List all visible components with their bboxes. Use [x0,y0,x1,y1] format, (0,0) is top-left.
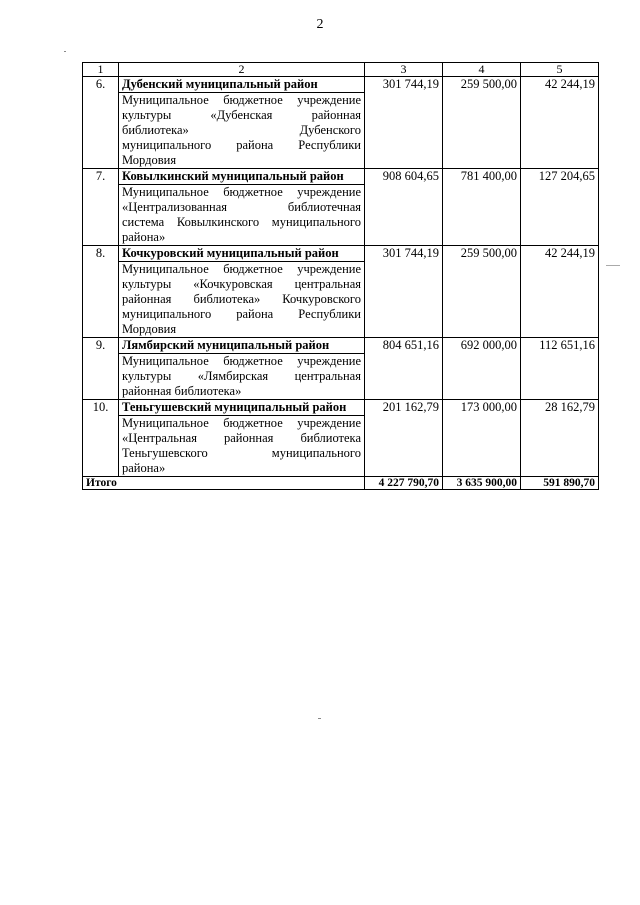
district-name: Дубенский муниципальный район [119,77,365,93]
amount-total: 804 651,16 [365,338,443,400]
description-line: Муниципальное бюджетное учреждение [122,93,361,107]
description-line: Муниципальное бюджетное учреждение [122,262,361,276]
description-line: Муниципальное бюджетное учреждение [122,354,361,368]
amount-federal: 781 400,00 [443,169,521,246]
row-number: 10. [83,400,119,477]
total-row [83,477,599,490]
description-line: «Центральная районная библиотека [122,431,361,445]
amount-total: 301 744,19 [365,246,443,338]
description-line: культуры «Кочкуровская центральная [122,277,361,291]
description-line: культуры «Лямбирская центральная [122,369,361,383]
scan-speck [606,265,620,266]
total-label: Итого [83,477,365,490]
budget-table [82,62,599,490]
amount-federal: 173 000,00 [443,400,521,477]
amount-regional: 112 651,16 [521,338,599,400]
district-name: Лямбирский муниципальный район [119,338,365,354]
table-row [83,169,599,185]
amount-total: 201 162,79 [365,400,443,477]
page-number: 2 [316,17,324,32]
description-line: культуры «Дубенская районная [122,108,361,122]
amount-regional: 42 244,19 [521,246,599,338]
column-header: 5 [521,63,599,77]
district-name: Теньгушевский муниципальный район [119,400,365,416]
description-line: Муниципальное бюджетное учреждение [122,416,361,430]
description-line: «Централизованная библиотечная [122,200,361,214]
column-header: 2 [119,63,365,77]
row-number: 7. [83,169,119,246]
amount-regional: 127 204,65 [521,169,599,246]
description-line: муниципального района Республики [122,307,361,321]
total-amount: 3 635 900,00 [443,477,521,490]
description-line: районная библиотека» [122,384,242,398]
total-amount: 4 227 790,70 [365,477,443,490]
scan-speck [64,51,66,52]
description-line: районная библиотека» Кочкуровского [122,292,361,306]
description-line: Теньгушевского муниципального [122,446,361,460]
table-row [83,400,599,416]
description-line: Мордовия [122,153,177,167]
institution-description [119,262,365,338]
amount-regional: 28 162,79 [521,400,599,477]
description-line: района» [122,230,166,244]
total-amount: 591 890,70 [521,477,599,490]
amount-federal: 259 500,00 [443,246,521,338]
amount-federal: 692 000,00 [443,338,521,400]
description-line: района» [122,461,166,475]
amount-total: 908 604,65 [365,169,443,246]
amount-total: 301 744,19 [365,77,443,169]
row-number: 8. [83,246,119,338]
district-name: Ковылкинский муниципальный район [119,169,365,185]
institution-description [119,354,365,400]
column-header: 3 [365,63,443,77]
institution-description [119,416,365,477]
table-row [83,338,599,354]
institution-description [119,93,365,169]
row-number: 9. [83,338,119,400]
amount-regional: 42 244,19 [521,77,599,169]
scan-speck [318,718,321,719]
description-line: библиотека» Дубенского [122,123,361,137]
table-header-row [83,63,599,77]
description-line: Муниципальное бюджетное учреждение [122,185,361,199]
institution-description [119,185,365,246]
description-line: система Ковылкинского муниципального [122,215,361,229]
column-header: 4 [443,63,521,77]
description-line: муниципального района Республики [122,138,361,152]
district-name: Кочкуровский муниципальный район [119,246,365,262]
description-line: Мордовия [122,322,177,336]
amount-federal: 259 500,00 [443,77,521,169]
row-number: 6. [83,77,119,169]
column-header: 1 [83,63,119,77]
table-row [83,77,599,93]
table-row [83,246,599,262]
